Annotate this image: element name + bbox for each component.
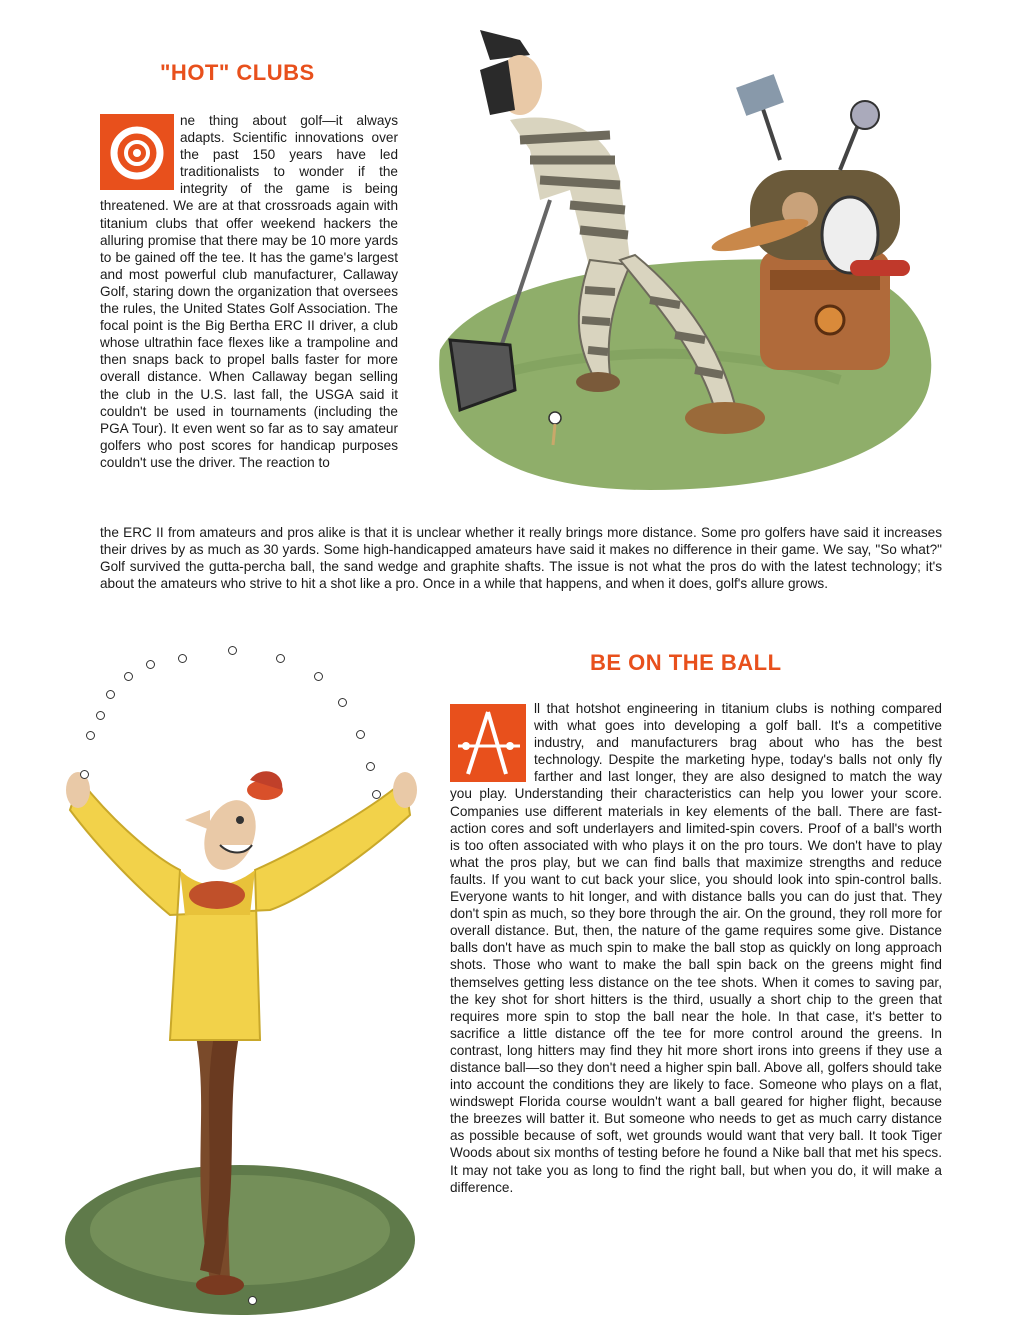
article2-body [450,700,942,1196]
juggling-ball-icon [372,790,381,799]
article1-title: "HOT" CLUBS [160,60,315,85]
article2-title: BE ON THE BALL [590,650,782,675]
juggling-ball-icon [124,672,133,681]
juggling-ball-icon [276,654,285,663]
juggler-illustration [60,640,430,1320]
juggling-ball-icon [338,698,347,707]
article1-body-wrapped [100,112,398,471]
dropcap-a-icon [450,704,526,782]
juggling-ball-icon [106,690,115,699]
juggling-ball-icon [146,660,155,669]
juggling-ball-icon [314,672,323,681]
juggling-ball-icon [80,770,89,779]
juggling-ball-icon [366,762,375,771]
juggling-ball-icon [178,654,187,663]
juggling-ball-icon [96,711,105,720]
article1-body-full [100,524,942,592]
juggling-ball-icon [228,646,237,655]
golfer-illustration [420,20,960,510]
golfer-figure-icon [450,30,765,445]
article1-text-wrapped: ne thing about golf—it always adapts. Scientific innovations over the past 150 years have led traditionalists to wonder if the integrity of the game is being threatened. We are at that crossroads again with titanium clubs that offer weekend hackers the alluring promise that there may be 10 more yards to be gained off the tee. It has the game's largest and most powerful club manufacturer, Callaway Golf, staring down the organization that oversees the rules, the United States Golf Association. The focal point is the Big Bertha ERC II driver, a club whose ultrathin face flexes like a trampoline and then snaps back to propel balls faster for more overall distance. When Callaway began selling the club in the U.S. last fall, the USGA said it couldn't be used in tournaments (including the PGA Tour). It even went so far as to say amateur golfers who post scores for handicap purposes couldn't use the driver. The reaction to [100,113,398,470]
juggling-ball-icon [356,730,365,739]
dropcap-o-icon [100,114,174,190]
juggling-ball-icon [86,731,95,740]
juggling-ball-icon [248,1296,257,1305]
article1-text-full: the ERC II from amateurs and pros alike is that it is unclear whether it really brings more distance. Some pro golfers have said it increases their drives by as much as 30 yards. Some high-handicapped amateurs have said it makes no difference in their game. We say, "So what?" Golf survived the gutta-percha ball, the sand wedge and graphite shafts. The issue is not what the pros do with the latest technology; it's about the amateurs who strive to hit a shot like a pro. Once in a while that happens, and when it does, golf's allure grows. [100,525,942,592]
article2-text: ll that hotshot engineering in titanium clubs is nothing compared with what goes into developing a golf ball. It's a competitive industry, and manufacturers brag about who has the best technology. Despite the marketing hype, today's balls not only fly farther and last longer, they are also designed to match the way you play. Understanding their characteristics can help you lower your score. Companies use different materials in key elements of the ball. There are fast-action cores and soft underlayers and limited-spin covers. Proof of a ball's worth is too often associated with who plays it on the pro tours. We don't have to play what the pros play, but we can find balls that maximize strengths and reduce faults. If you want to cut back your slice, you should look into spin-control balls. Everyone wants to hit longer, and with distance balls you can do just that. They don't spin as much, so they bore through the air. On the ground, they roll more for overall distance. But, then, the nature of the game requires some give. Distance balls don't have as much spin to make the ball stop as quickly on long approach shots. Those who want to make the ball spin back on the greens might find themselves getting less distance on the tee shots. When it comes to saving par, the key shot for short hitters is the third, usually a short chip to the green that requires more spin to stop the ball near the hole. In that case, it's better to sacrifice a little distance off the tee for more control around the greens. In contrast, long hitters may find they hit more short irons into greens if they use a distance ball—so they don't need a higher spin ball. Above all, golfers should take into account the conditions they are likely to face. Someone who plays on a flat, windswept Florida course wouldn't want a ball geared for higher flight, because the breezes will batter it. But someone who needs to get as much carry distance as possible because of soft, wet grounds would want that very ball. It took Tiger Woods about six months of testing before he found a Nike ball that met his specs. It may not take you as long to find the right ball, but when you do, it will make a difference. [450,701,942,1195]
